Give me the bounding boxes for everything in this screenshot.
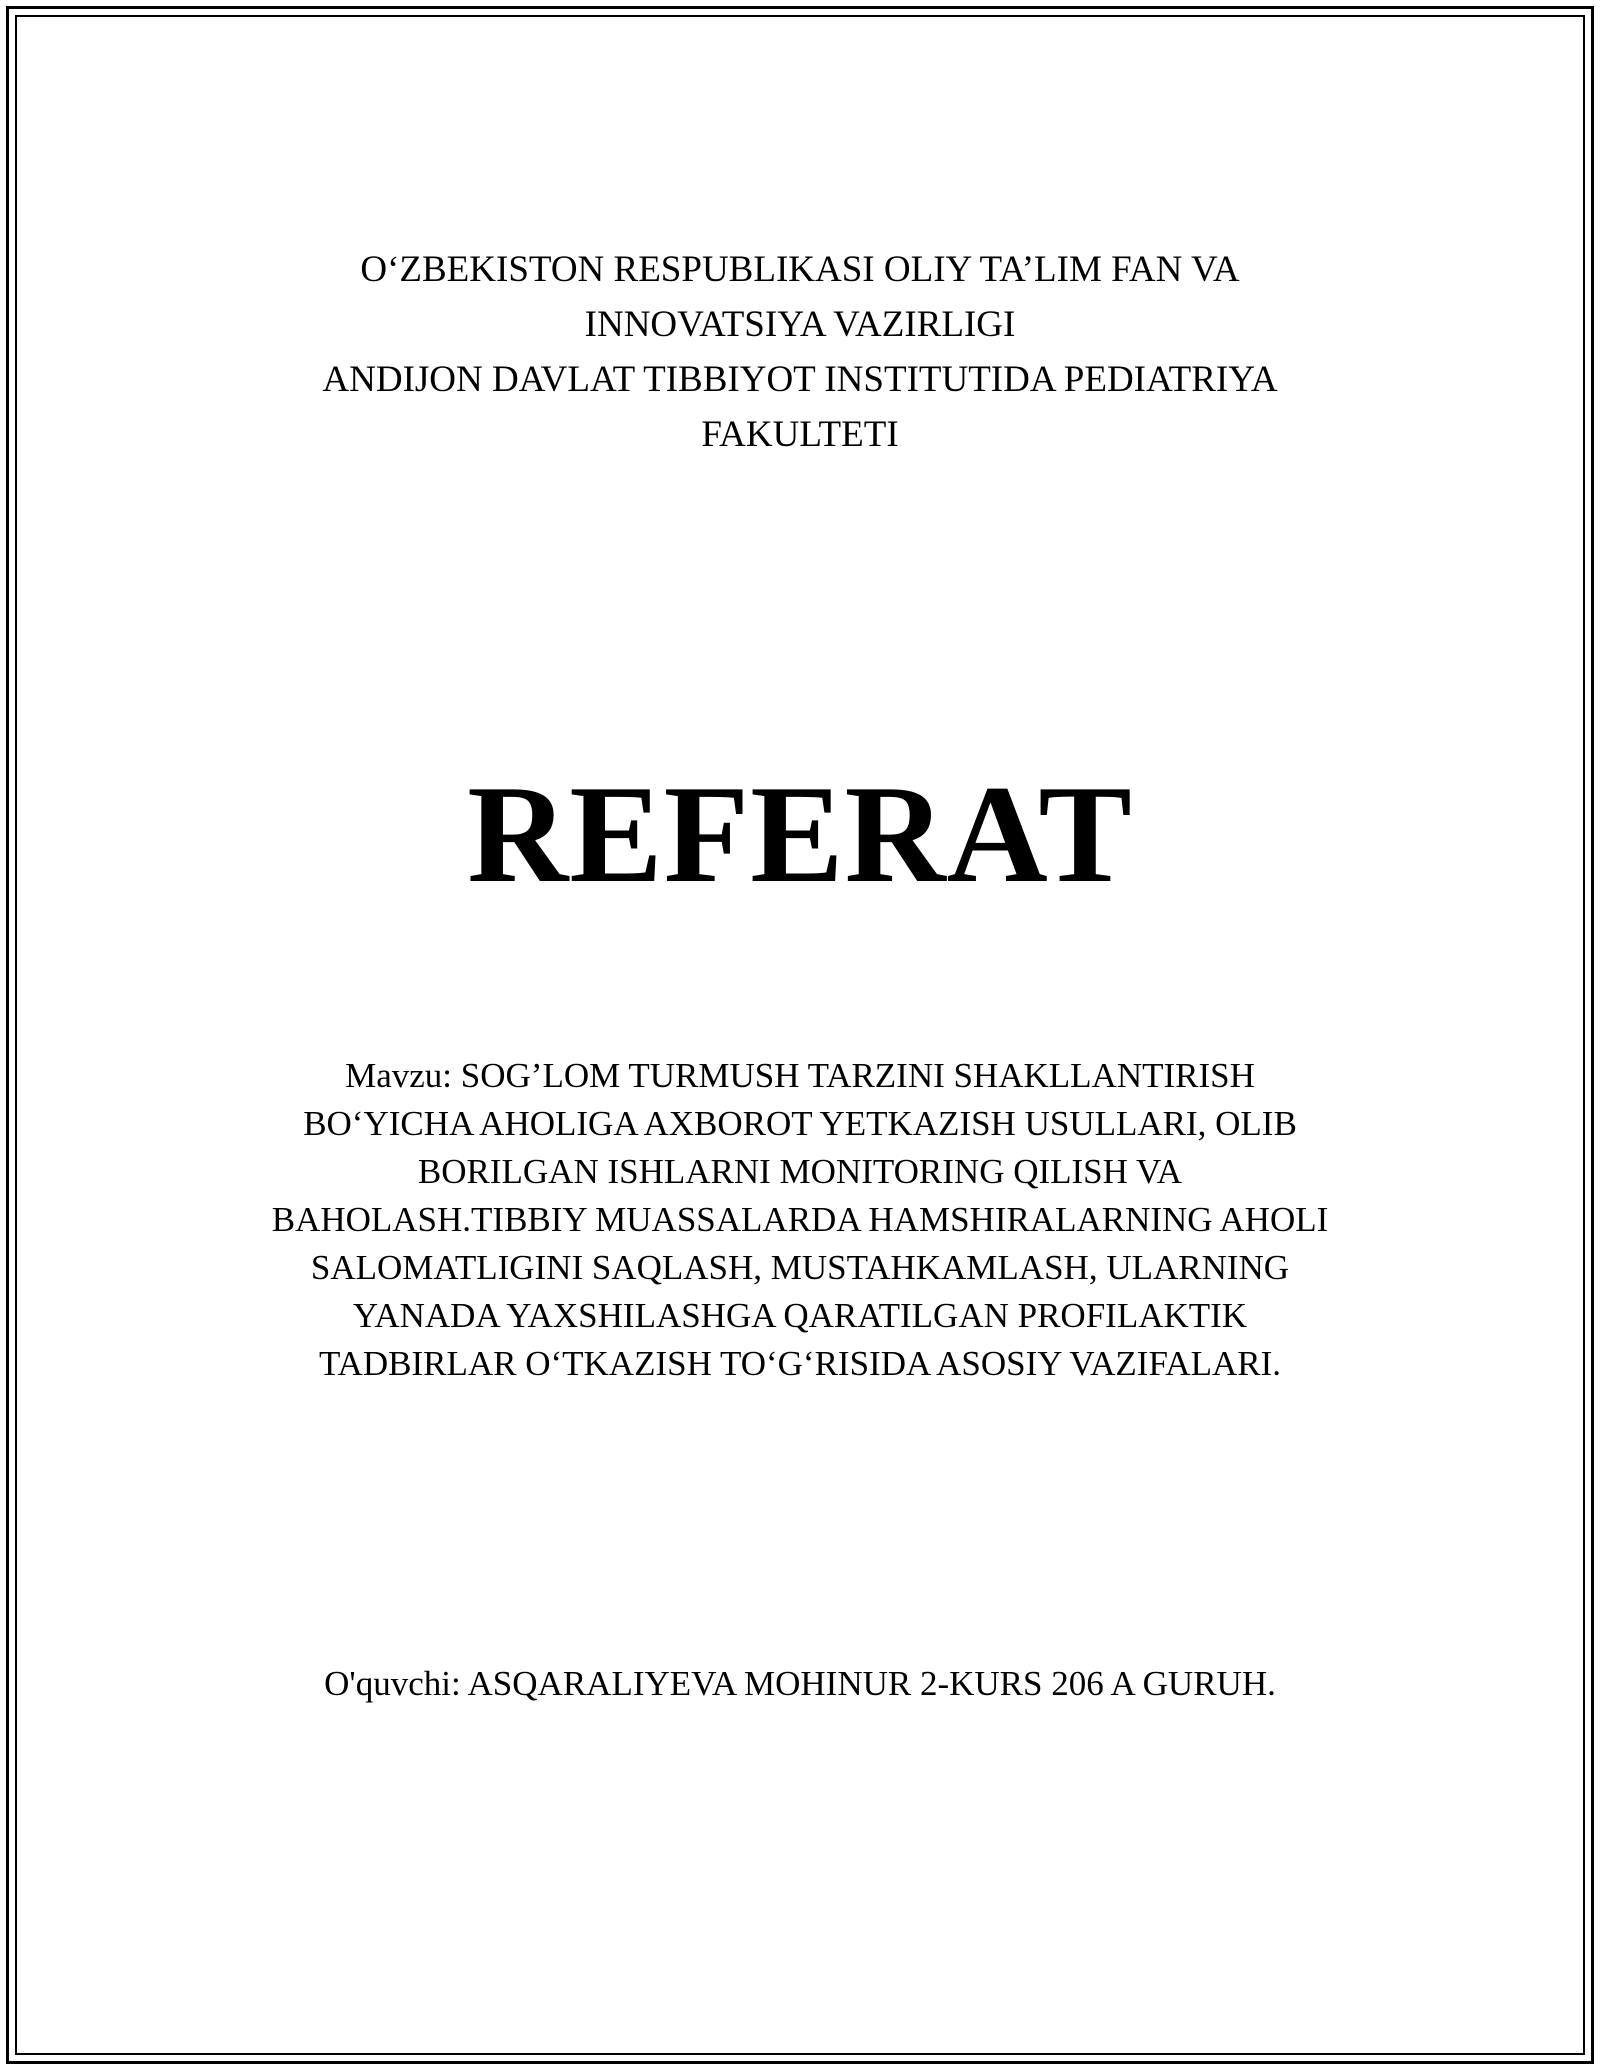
topic-block <box>200 1052 1400 1388</box>
student-info: O'quvchi: ASQARALIYEVA MOHINUR 2-KURS 206 A GURUH. <box>324 1664 1276 1703</box>
institution-header <box>200 242 1400 462</box>
topic-line: BAHOLASH.TIBBIY MUASSALARDA HAMSHIRALARNING AHOLI <box>271 1200 1329 1239</box>
document-title: REFERAT <box>467 757 1133 912</box>
topic-line: TADBIRLAR O‘TKAZISH TO‘G‘RISIDA ASOSIY VAZIFALARI. <box>318 1344 1281 1383</box>
topic-line: Mavzu: SOG’LOM TURMUSH TARZINI SHAKLLANTIRISH <box>345 1056 1255 1095</box>
header-line: O‘ZBEKISTON RESPUBLIKASI OLIY TA’LIM FAN VA <box>360 249 1240 290</box>
header-line: FAKULTETI <box>701 414 899 455</box>
header-line: ANDIJON DAVLAT TIBBIYOT INSTITUTIDA PEDIATRIYA <box>322 359 1278 400</box>
topic-line: YANADA YAXSHILASHGA QARATILGAN PROFILAKTIK <box>352 1296 1248 1335</box>
header-line: INNOVATSIYA VAZIRLIGI <box>584 304 1016 345</box>
topic-line: BO‘YICHA AHOLIGA AXBOROT YETKAZISH USULLARI, OLIB <box>303 1104 1297 1143</box>
topic-line: SALOMATLIGINI SAQLASH, MUSTAHKAMLASH, ULARNING <box>310 1248 1290 1287</box>
topic-line: BORILGAN ISHLARNI MONITORING QILISH VA <box>417 1152 1183 1191</box>
